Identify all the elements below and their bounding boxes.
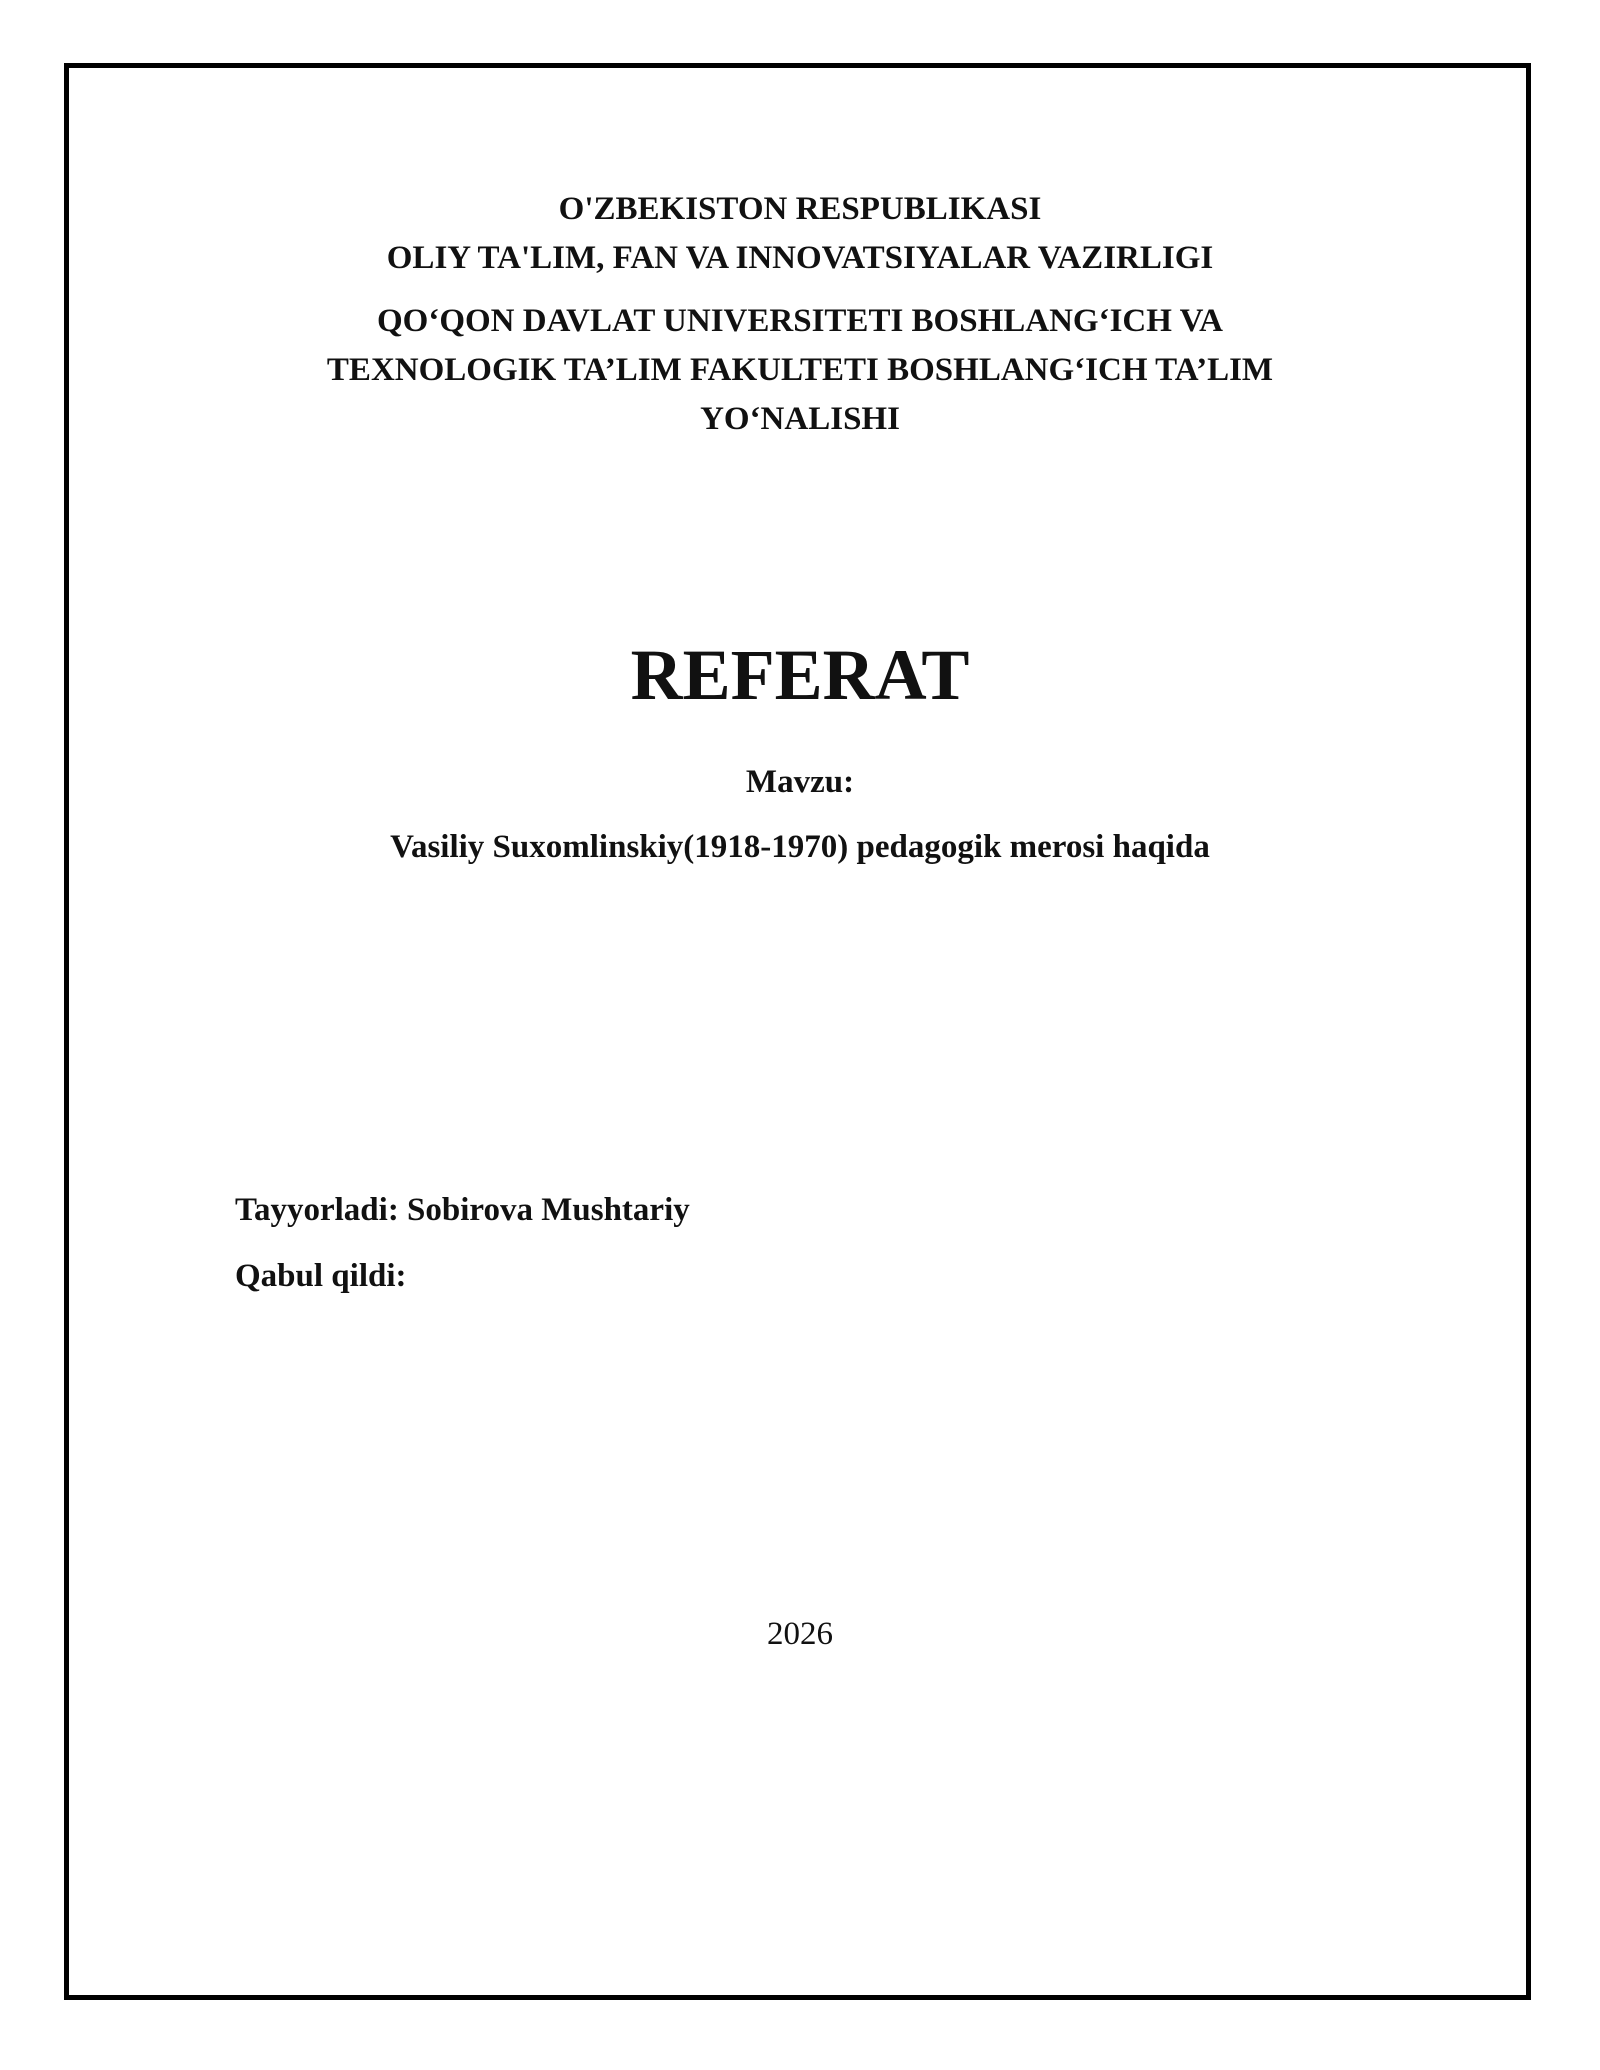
ministry-header xyxy=(64,185,1536,283)
university-line-3: YO‘NALISHI xyxy=(700,401,900,437)
prepared-by: Tayyorladi: Sobirova Mushtariy xyxy=(235,1192,690,1228)
university-header xyxy=(64,297,1536,444)
university-line-1: QO‘QON DAVLAT UNIVERSITETI BOSHLANG‘ICH VA xyxy=(377,303,1223,339)
country-name: O'ZBEKISTON RESPUBLIKASI xyxy=(558,191,1042,227)
topic-label: Mavzu: xyxy=(745,764,855,800)
ministry-name: OLIY TA'LIM, FAN VA INNOVATSIYALAR VAZIRLIGI xyxy=(386,240,1214,276)
university-line-2: TEXNOLOGIK TA’LIM FAKULTETI BOSHLANG‘ICH TA’LIM xyxy=(326,352,1274,388)
document-title: REFERAT xyxy=(630,635,970,715)
year: 2026 xyxy=(767,1616,833,1652)
topic-text: Vasiliy Suxomlinskiy(1918-1970) pedagogik merosi haqida xyxy=(390,829,1210,865)
accepted-by: Qabul qildi: xyxy=(235,1258,407,1294)
